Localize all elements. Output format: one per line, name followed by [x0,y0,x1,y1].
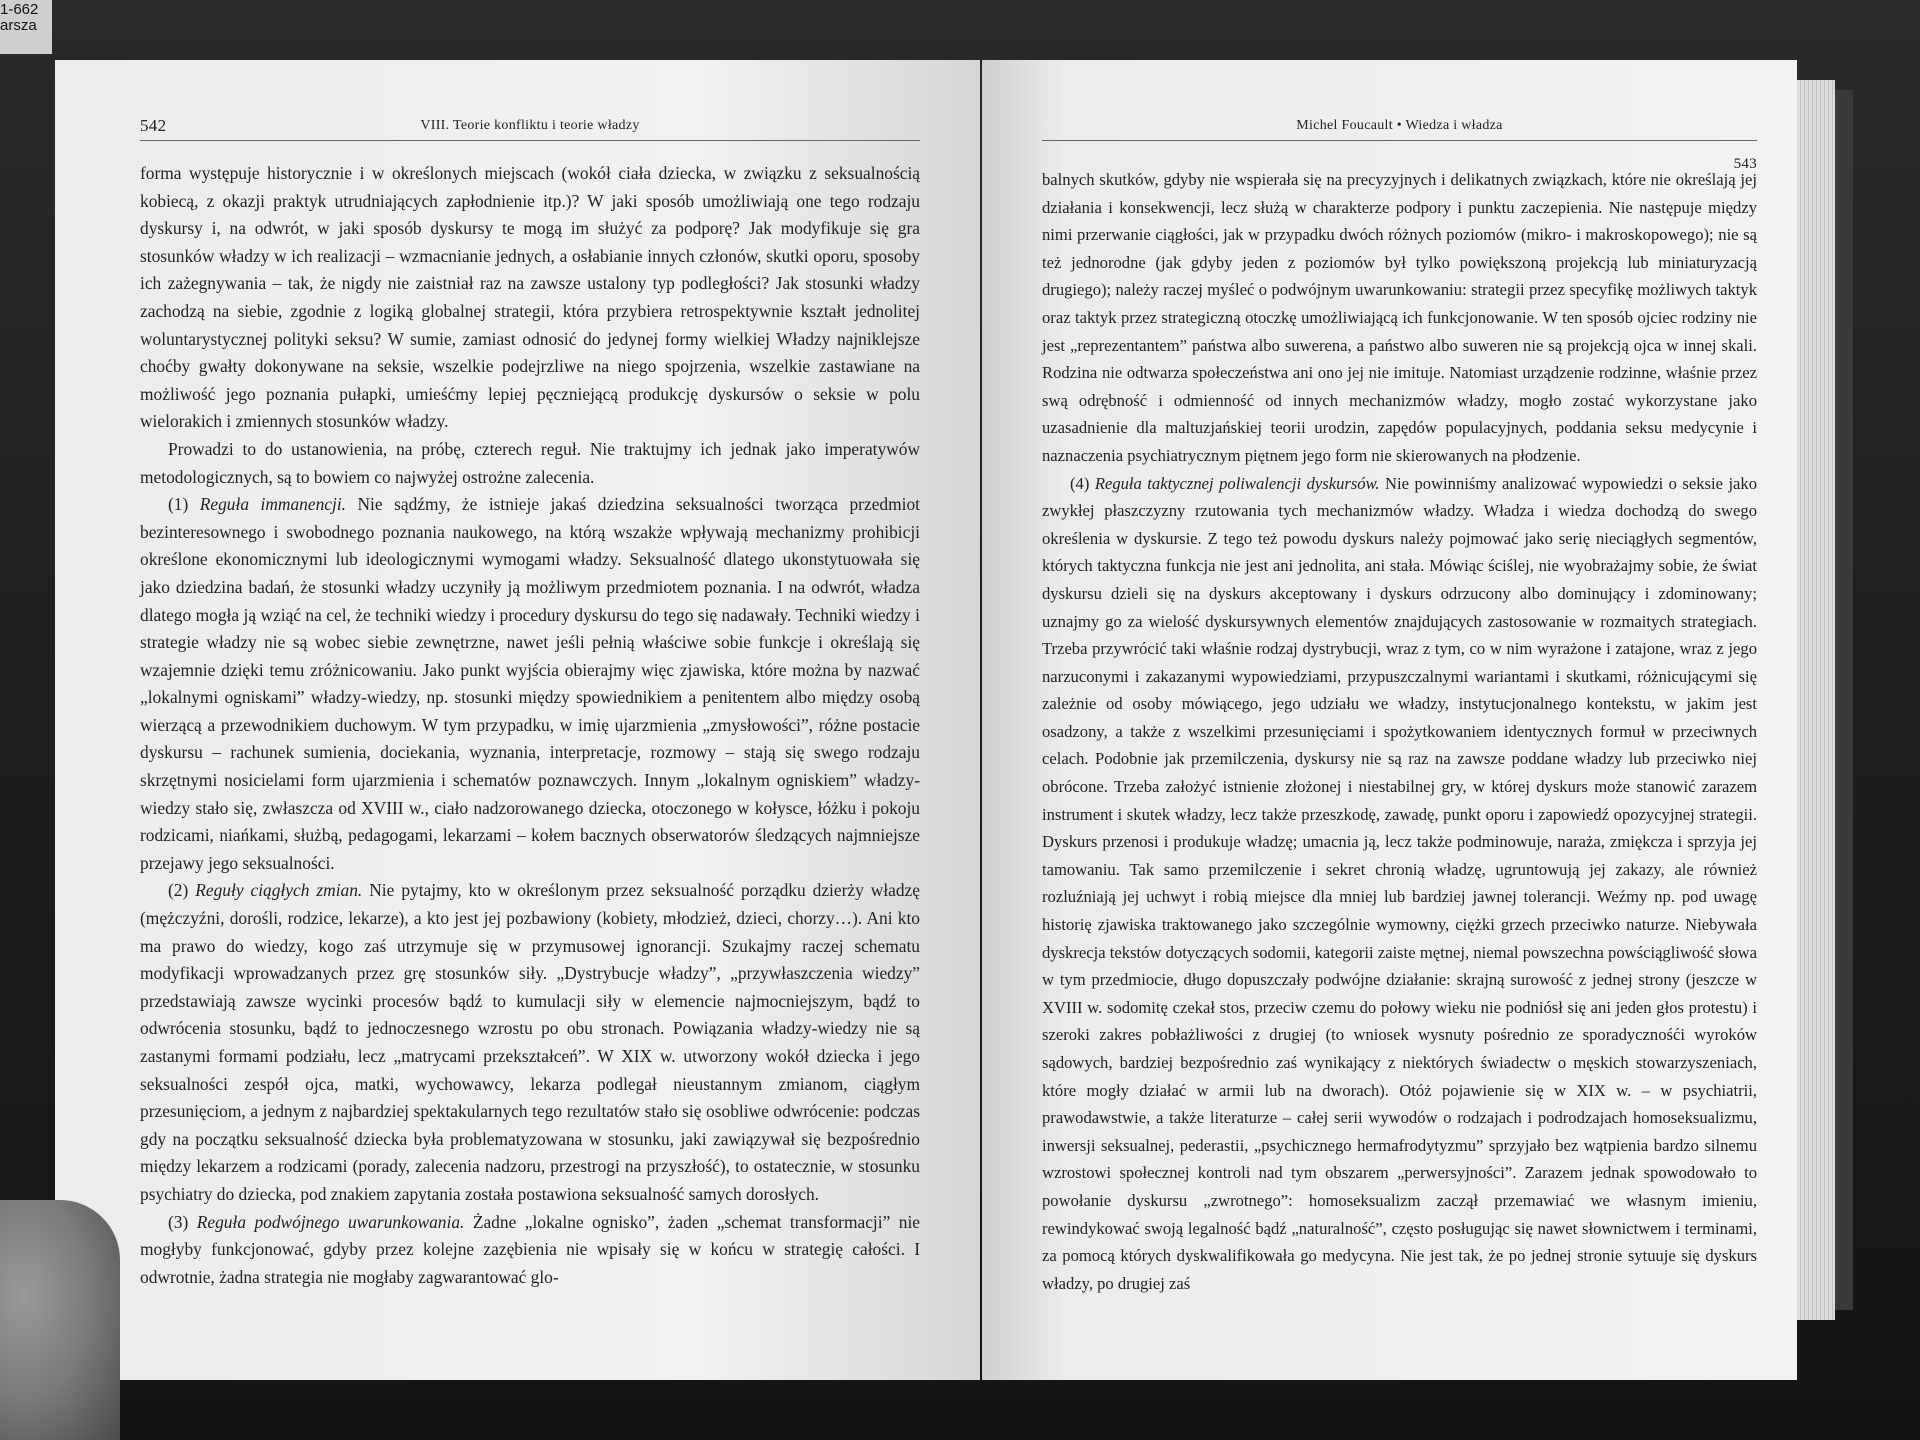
rule-number: (4) [1070,473,1095,493]
paragraph [140,491,920,877]
rule-title: Reguła podwójnego uwarunkowania. [196,1211,465,1232]
book-page-edges [1797,80,1835,1320]
corner-label: 1-662 arsza [0,0,52,54]
paragraph [140,436,920,491]
left-page-text [140,160,920,1291]
paragraph-text: Nie pytajmy, kto w określonym przez seksualność porządku dzierży władzę (mężczyźni, dorośli, rodzice, lekarze), a kto jest jej pozbawiony (kobiety, młodzież, dzieci, chorzy…). Ani kto ma prawo do wiedzy, kogo zaś utrzymuje się w przymusowej ignorancji. Szukajmy raczej schematu modyfikacji wprowadzanych przez grę stosunków siły. „Dystrybucje władzy”, „przywłaszczenia wiedzy” przedstawiają zawsze wycinki procesów bądź to kumulacji siły w elemencie najmocniejszym, bądź to odwrócenia stosunku, bądź to jednoczesnego wzrostu po obu stronach. Powiązania władzy-wiedzy nie są zastanymi formami podziału, lecz „matrycami przekształceń”. W XIX w. utworzony wokół dziecka i jego seksualności zespół ojca, matki, wychowawcy, lekarza podlegał nieustannym zmianom, ciągłym przesunięciom, a jednym z najbardziej spektakularnych tego rezultatów stało się osobliwe odwrócenie: podczas gdy na początku seksualność dziecka była problematyzowana w stosunku, jaki zawiązywał się bezpośrednio między lekarzem a rodzicami (porady, zalecenia nadzoru, przestrogi na przyszłość), to ostatecznie, w stosunku psychiatry do dziecka, pod znakiem zapytania została postawiona seksualność samych dorosłych. [140,880,920,1204]
right-page-number: 543 [1733,156,1757,172]
right-page-header [1042,116,1757,172]
paragraph [140,877,920,1208]
left-running-head: VIII. Teorie konfliktu i teorie władzy [420,118,640,133]
rule-number: (1) [168,494,200,515]
paragraph-text: Nie powinniśmy analizować wypowiedzi o seksie jako zwykłej płaszczyzny rzutowania tych mechanizmów władzy. Władza i wiedza dochodzą do swego określenia w dyskursie. Z tego też powodu dyskurs należy pojmować jako serię nieciągłych segmentów, których taktyczna funkcja nie jest ani jednolita, ani stała. Mówiąc ściślej, nie wyobrażajmy sobie, że świat dyskursu dzieli się na dyskurs akceptowany i dyskurs odrzucony albo dominujący i zdominowany; uznajmy go za wielość dyskursywnych elementów znajdujących zastosowanie w rozmaitych strategiach. Trzeba przywrócić taki właśnie rodzaj dystrybucji, wraz z tym, co w nim wyrażone i zatajone, wraz z jego narzuconymi i zakazanymi wypowiedziami, przypuszczalnymi wariantami i skutkami, różnicującymi się zależnie od osoby mówiącego, jego udziału we władzy, instytucjonalnego kontekstu, w jakim jest osadzony, a także z wszelkimi przesunięciami i spożytkowaniem identycznych formuł w przeciwnych celach. Podobnie jak przemilczenia, dyskursy nie są raz na zawsze poddane władzy lub przeciwko niej obrócone. Trzeba założyć istnienie złożonej i niestabilnej gry, w której dyskurs może stanowić zarazem instrument i skutek władzy, lecz także przeszkodę, zawadę, punkt oporu i zapowiedź opozycyjnej strategii. Dyskurs przenosi i produkuje władzę; umacnia ją, lecz także podminowuje, naraża, zmiękcza i sprzyja jej tamowaniu. Tak samo przemilczenie i sekret chronią władzę, ugruntowują jej zakazy, ale również rozluźniają jej uchwyt i robią miejsce dla mniej lub bardziej jawnej tolerancji. Weźmy np. pod uwagę historię zjawiska traktowanego jako szczególnie wymowny, ciężki grzech przeciwko naturze. Niebywała dyskrecja tekstów dotyczących sodomii, kategorii zaiste mętnej, niemal powszechna powściągliwość słowa w tym przedmiocie, długo dopuszczały podwójne działanie: skrajną surowość z jednej strony (jeszcze w XVIII w. sodomitę czekał stos, przeciw czemu do połowy wieku nie podniósł się ani jeden głos protestu) i szeroki zakres pobłażliwości z drugiej (to wniosek wysnuty pośrednio ze sporadycznośći wyroków sądowych, bardziej bezpośrednio zaś wynikający z niektórych świadectw o męskich stowarzyszeniach, które mogły działać w armii lub na dworach). Otóż pojawienie się w XIX w. – w psychiatrii, prawodawstwie, a także literaturze – całej serii wywodów o rodzajach i podrodzajach homoseksualizmu, inwersji seksualnej, pederastii, „psychicznego hermafrodytyzmu” sprzyjało bez wątpienia bardzo silnemu wzrostowi społecznej kontroli nad tym obszarem „perwersyjności”. Zarazem jednak spowodowało to powołanie dyskursu „zwrotnego”: homoseksualizm zaczął przemawiać we własnym imieniu, rewindykować swoją legalność bądź „naturalność”, często posługując się nawet słownictwem i terminami, za pomocą których dyskwalifikowała go medycyna. Nie jest tak, że po jednej stronie sytuuje się dyskurs władzy, po drugiej zaś [1042,473,1758,1293]
left-page-number: 542 [140,116,167,135]
paragraph-text: Prowadzi to do ustanowienia, na próbę, czterech reguł. Nie traktujmy ich jednak jako imperatywów metodologicznych, są to bowiem co najwyżej ostrożne zalecenia. [140,438,920,487]
left-page-header [140,116,920,141]
paragraph [140,1209,920,1292]
rule-title: Reguła taktycznej poliwalencji dyskursów. [1094,473,1380,493]
paragraph-text: Żadne „lokalne ognisko”, żaden „schemat transformacji” nie mogłyby funkcjonować, gdyby przez kolejne zazębienia nie wpisały się w końcu w strategię całości. I odwrotnie, żadna strategia nie mogłaby zagwarantować glo- [140,1211,920,1287]
paragraph-text: Nie sądźmy, że istnieje jakaś dziedzina seksualności tworząca przedmiot bezinteresownego i swobodnego poznania naukowego, na którą wszakże wpływają mechanizmy prohibicji określone ekonomicznymi lub ideologicznymi wymogami władzy. Seksualność dlatego ukonstytuowała się jako dziedzina badań, że stosunki władzy uczyniły ją możliwym przedmiotem poznania. I na odwrót, władza dlatego mogła ją wziąć na cel, że techniki wiedzy i procedury dyskursu do tego się nadawały. Techniki wiedzy i strategie władzy nie są wobec siebie zewnętrzne, nawet jeśli pełnią właściwe sobie funkcje i określają się wzajemnie dzięki temu zróżnicowaniu. Jako punkt wyjścia obierajmy więc zjawiska, które można by nazwać „lokalnymi ogniskami” władzy-wiedzy, np. stosunki między spowiednikiem a penitentem albo między osobą wierzącą a przewodnikiem duchowym. W tym przypadku, w imię ujarzmienia „zmysłowości”, różne postacie dyskursu – rachunek sumienia, dociekania, wyznania, interpretacje, rozmowy – stają się swego rodzaju skrzętnymi nosicielami form ujarzmienia i schematów poznawczych. Innym „lokalnym ogniskiem” władzy-wiedzy stało się, zwłaszcza od XVIII w., ciało nadzorowanego dziecka, otoczonego w kołysce, łóżku i pokoju rodzicami, niańkami, służbą, pedagogami, lekarzami – kołem bacznych obserwatorów śledzących najmniejsze przejawy jego seksualności. [140,494,920,873]
right-page-text [1042,166,1757,1297]
rule-number: (2) [168,880,196,901]
rule-title: Reguły ciągłych zmian. [195,880,363,901]
rule-number: (3) [168,1211,197,1232]
right-running-head: Michel Foucault • Wiedza i władza [1296,118,1503,133]
paragraph-text: balnych skutków, gdyby nie wspierała się na precyzyjnych i delikatnych związkach, które nie określają jej działania i konsekwencji, lecz służą w charakterze podpory i punktu zaczepienia. Nie następuje między nimi przerwanie ciągłości, jak w przypadku dwóch różnych poziomów (mikro- i makroskopowego); nie są też jednorodne (jak gdyby jeden z poziomów był tylko powiększoną projekcją lub miniaturyzacją drugiego); należy raczej myśleć o podwójnym uwarunkowaniu: strategii przez specyfikę możliwych taktyk oraz taktyk przez strategiczną otoczkę umożliwiającą ich funkcjonowanie. W ten sposób ojciec rodziny nie jest „reprezentantem” państwa albo suwerena, a państwo albo suweren nie są projekcją ojca w innej skali. Rodzina nie odtwarza społeczeństwa ani ono jej nie imituje. Natomiast urządzenie rodzinne, właśnie przez swą odrębność i odmienność od innych mechanizmów władzy, mogło zostać wykorzystane jako uzasadnienie dla maltuzjańskiej teorii urodzin, zapędów populacyjnych, poddania seksu medycynie i naznaczenia psychiatrycznym piętnem jego form nie skierowanych na płodzenie. [1042,170,1757,465]
thumb [0,1200,120,1440]
book-cover-edge [1835,90,1853,1310]
left-page [55,60,980,1380]
right-page [982,60,1797,1380]
paragraph [1042,470,1757,1298]
rule-title: Reguła immanencji. [199,494,346,515]
paragraph [1042,166,1757,470]
paragraph-text: forma występuje historycznie i w określonych miejscach (wokół ciała dziecka, w związku z seksualnością kobiecą, z okazji praktyk utrudniających zapłodnienie itp.)? W jaki sposób umożliwiają one tego rodzaju dyskursy i, na odwrót, w jaki sposób dyskursy te mogą im służyć za podporę? Jak modyfikuje się gra stosunków władzy w ich realizacji – wzmacnianie jednych, a osłabianie innych członów, skutki oporu, sposoby ich zażegnywania – tak, że nigdy nie zaistniał raz na zawsze ustalony typ podległości? Jak stosunki władzy zachodzą na siebie, zgodnie z logiką globalnej strategii, która przybiera retrospektywnie kształt jednolitej woluntarystycznej polityki seksu? W sumie, zamiast odnosić do jedynej formy wielkiej Władzy najniklejsze choćby gwałty dokonywane na seksie, wszelkie podejrzliwe na niego spojrzenia, wszelkie zastawiane na możliwość jego poznania pułapki, umieśćmy lepiej pęczniejącą produkcję dyskursów o seksie w polu wielorakich i zmiennych stosunków władzy. [140,163,920,432]
paragraph [140,160,920,436]
